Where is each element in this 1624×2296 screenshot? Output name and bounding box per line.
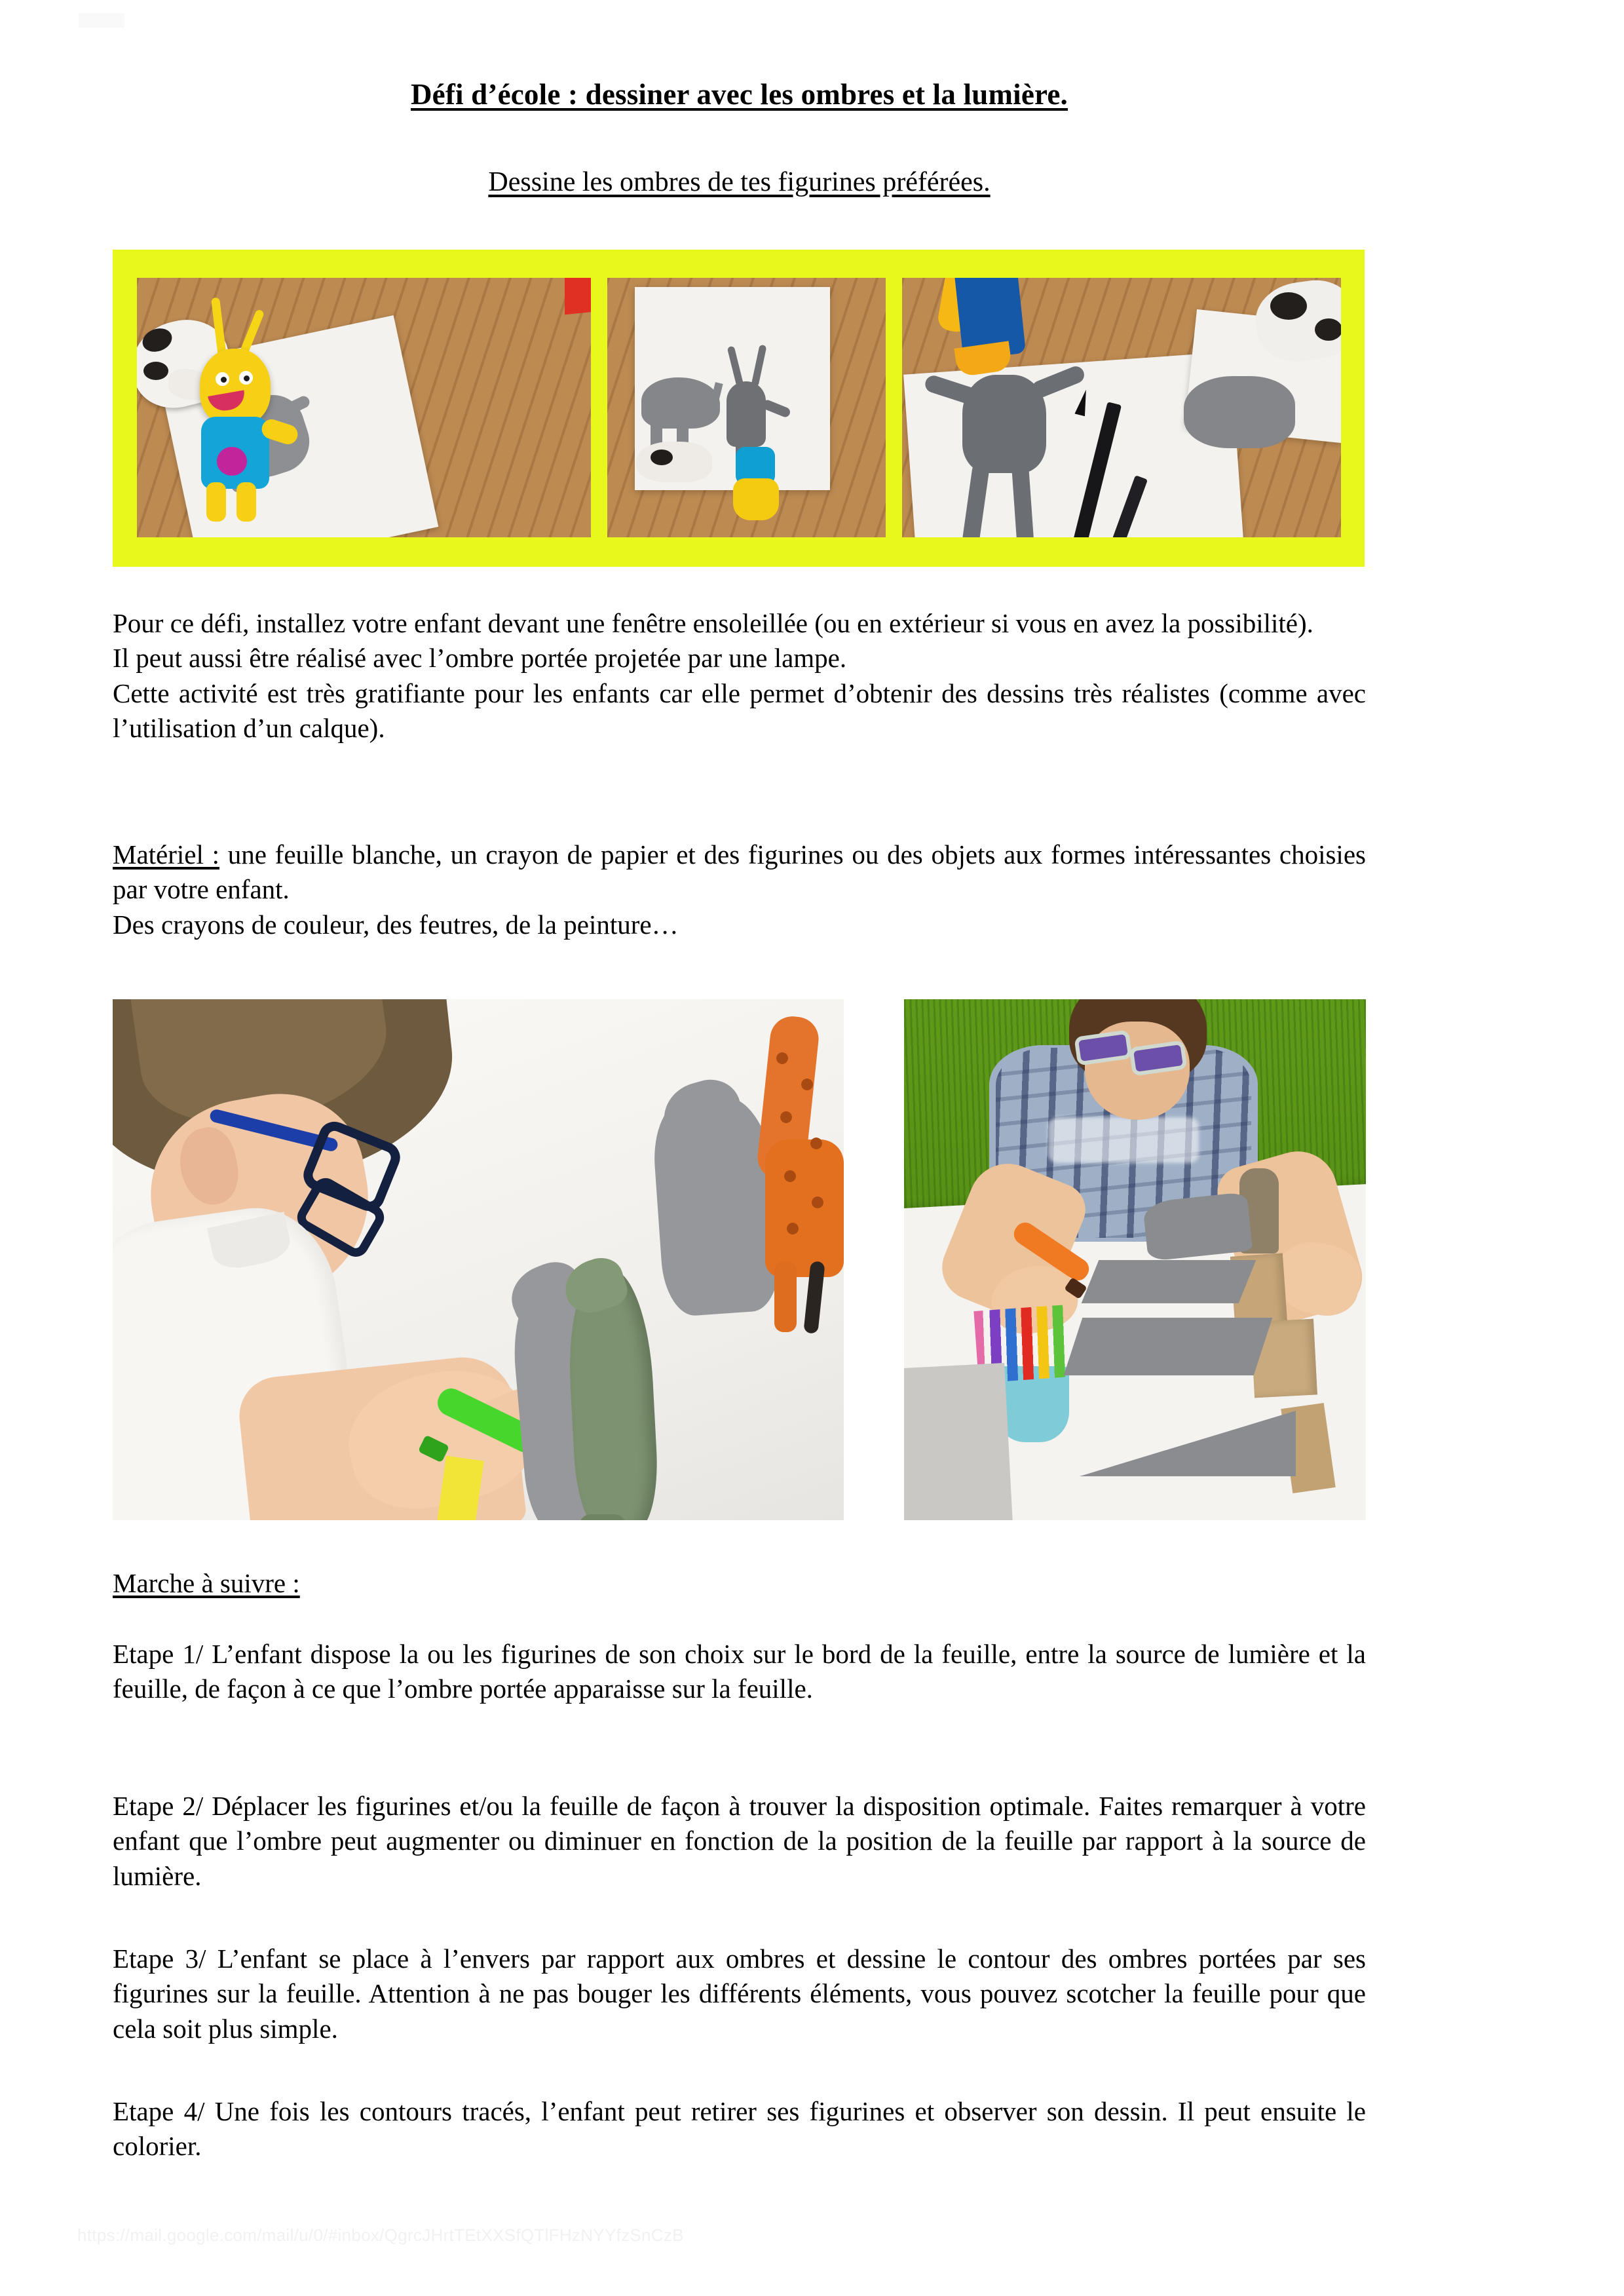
figure-collage [113, 250, 1365, 567]
yellow-figurine-leg-right [236, 482, 256, 522]
etape-1: Etape 1/ L’enfant dispose la ou les figurines de son choix sur le bord de la feuille, entre la source de lumière et la feuille, de façon à ce que l’ombre portée apparaisse sur la feuille. [113, 1639, 1366, 1704]
marche-label [113, 1566, 1366, 1601]
cow-spot-2 [143, 362, 168, 380]
collage-photo-1 [137, 278, 591, 537]
materiel-block [113, 837, 1366, 942]
footer-url: https://mail.google.com/mail/u/0/#inbox/QgrcJHrtTEtXXSfQTlFHzNYYfzSnCzB [77, 2225, 684, 2245]
marche-heading-block [113, 1566, 1366, 1601]
collage-photo-3 [902, 278, 1341, 537]
red-object [565, 278, 591, 315]
collage-photos [137, 278, 1341, 537]
cow-figurine [636, 442, 712, 482]
block-cast-shadow-1 [1082, 1260, 1256, 1303]
alien-cast-shadow-body [727, 381, 766, 447]
giraffe-spots [770, 1039, 840, 1261]
materiel-extra: Des crayons de couleur, des feutres, de la peinture… [113, 909, 679, 940]
yellow-figurine-pupil-left [221, 377, 227, 383]
etape-3-block [113, 1942, 1366, 2046]
title-block [113, 79, 1366, 111]
cow-spot [651, 450, 673, 465]
etape-3: Etape 3/ L’enfant se place à l’envers par rapport aux ombres et dessine le contour des ombres portées par ses figurines sur la feuille. Attention à ne pas bouger les différents éléments, vous pouvez scotcher la feuille pour que cela soit plus simple. [113, 1943, 1366, 2044]
photo-boy-drawing [113, 999, 844, 1520]
marche-label-text: Marche à suivre : [113, 1568, 300, 1598]
figure-photo-row [113, 999, 1366, 1520]
materiel-text: une feuille blanche, un crayon de papier et des figurines ou des objets aux formes intéressantes choisies par votre enfant. [113, 839, 1366, 905]
page-subtitle-text: Dessine les ombres de tes figurines préférées. [488, 167, 991, 197]
yellow-figurine-head [200, 349, 271, 426]
materiel-paragraph [113, 837, 1366, 908]
page-title [113, 79, 1366, 111]
cow-spot-2 [1315, 318, 1341, 341]
etape-4: Etape 4/ Une fois les contours tracés, l’enfant peut retirer ses figurines et observer son dessin. Il peut ensuite le colorier. [113, 2096, 1366, 2162]
intro-paragraph-3: Cette activité est très gratifiante pour les enfants car elle permet d’obtenir des dessins très réalistes (comme avec l’utilisation d’un calque). [113, 678, 1366, 743]
yellow-figurine-pupil-right [244, 375, 250, 381]
etape-2: Etape 2/ Déplacer les figurines et/ou la feuille de façon à trouver la disposition optimale. Faites remarquer à votre enfant que l’ombre peut augmenter ou diminuer en fonction de la position de la feuille par rapport à la source de lumière. [113, 1791, 1366, 1891]
scan-artifact-top [79, 13, 124, 28]
cow-spot-1 [1270, 292, 1307, 320]
page-subtitle [113, 167, 1366, 197]
etape-1-block [113, 1637, 1366, 1707]
etape-4-block [113, 2094, 1366, 2164]
table-edge-shadow [904, 1363, 1013, 1520]
page-title-text: Défi d’école : dessiner avec les ombres et la lumière. [410, 78, 1068, 111]
yellow-figurine-leg-left [206, 482, 226, 522]
collage-photo-2 [607, 278, 886, 537]
materiel-label: Matériel : [113, 839, 219, 870]
subtitle-block [113, 167, 1366, 197]
yellow-figurine-belly [217, 447, 247, 476]
intro-paragraph-2: Il peut aussi être réalisé avec l’ombre portée projetée par une lampe. [113, 643, 847, 674]
figurine-cast-shadow-1 [1142, 1192, 1253, 1261]
dino-figurine-foot [579, 1514, 626, 1520]
giraffe-figurine-leg [774, 1261, 797, 1332]
intro-block [113, 606, 1366, 746]
yellow-figurine-legs [733, 478, 779, 520]
etape-2-block [113, 1789, 1366, 1894]
block-cast-shadow-2 [1064, 1318, 1273, 1375]
cow-cast-shadow [1184, 376, 1295, 448]
intro-paragraph-1: Pour ce défi, installez votre enfant devant une fenêtre ensoleillée (ou en extérieur si vous en avez la possibilité). [113, 608, 1313, 638]
girl-tshirt-print [1048, 1117, 1199, 1163]
photo-girl-outdoors [904, 999, 1366, 1520]
